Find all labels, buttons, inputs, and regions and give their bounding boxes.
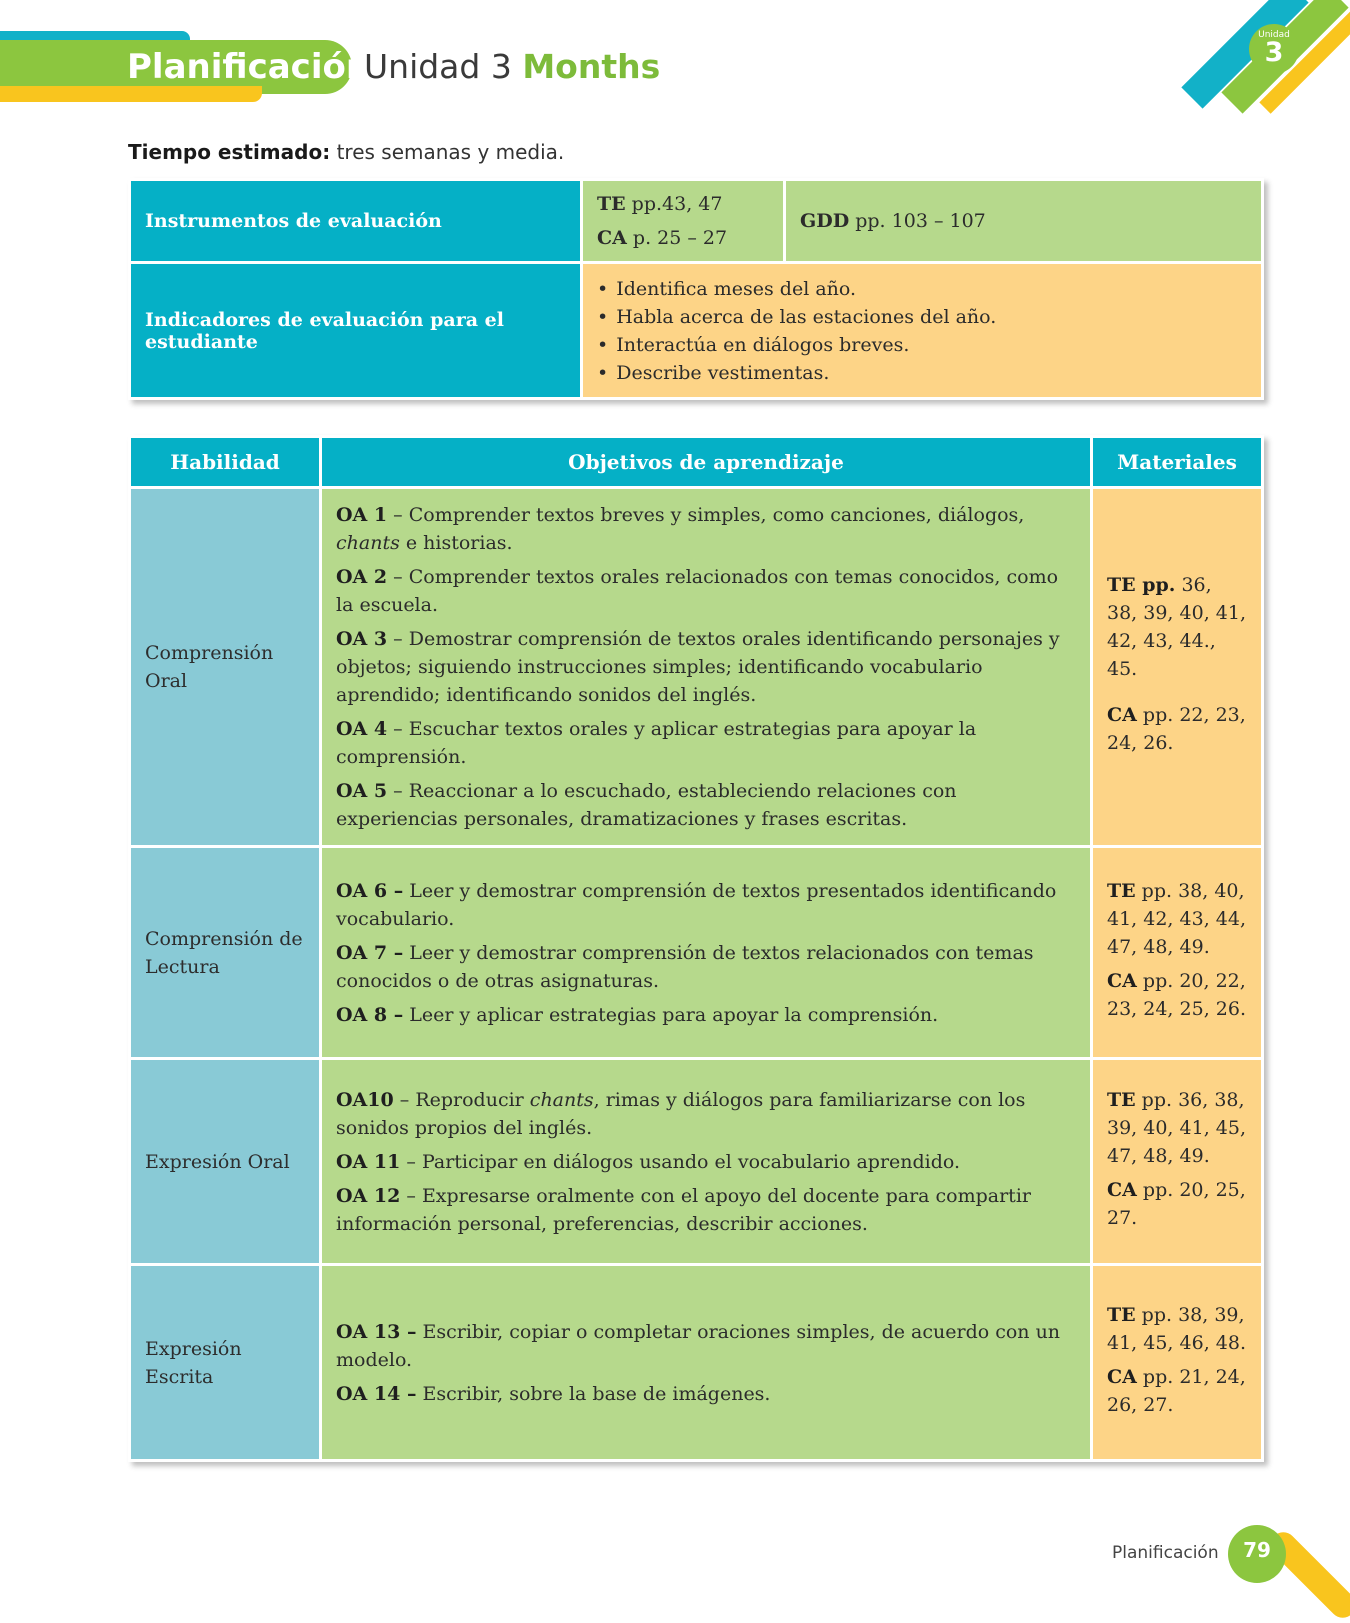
objective-item — [336, 1001, 1076, 1029]
material-item — [1107, 1086, 1247, 1170]
estimated-time — [128, 140, 564, 164]
column-header-materials: Materiales — [1092, 437, 1263, 488]
gdd-pages: pp. 103 – 107 — [855, 210, 986, 232]
indicators-list-cell — [582, 263, 1263, 399]
objective-item — [336, 777, 1076, 833]
objective-item — [336, 1318, 1076, 1374]
te-code: TE — [597, 193, 626, 215]
indicator-item: • Describe vestimentas. — [597, 359, 1247, 387]
skill-cell: Expresión Oral — [130, 1059, 321, 1265]
objective-text: – Escuchar textos orales y aplicar estrategias para apoyar la comprensión. — [336, 718, 977, 768]
objective-text: Escribir, copiar o completar oraciones simples, de acuerdo con un modelo. — [336, 1320, 1061, 1371]
table-row — [130, 1059, 1263, 1265]
objective-code: OA 13 – — [336, 1320, 417, 1343]
objective-code: OA 3 — [336, 628, 388, 650]
instruments-te-ca — [582, 180, 785, 263]
objectives-cell — [321, 1059, 1092, 1265]
material-item — [1107, 1301, 1247, 1357]
skill-cell: Expresión Escrita — [130, 1265, 321, 1461]
material-code: TE — [1107, 1303, 1136, 1326]
estimated-time-value: tres semanas y media. — [336, 140, 565, 164]
indicator-item: • Identifica meses del año. — [597, 275, 1247, 303]
objective-item — [336, 501, 1076, 557]
objective-text: Escribir, sobre la base de imágenes. — [416, 1382, 771, 1405]
objective-item — [336, 1380, 1076, 1408]
instruments-gdd — [785, 180, 1263, 263]
estimated-time-label: Tiempo estimado: — [128, 140, 331, 164]
table-row — [130, 1265, 1263, 1461]
table-row — [130, 847, 1263, 1059]
objective-item — [336, 1148, 1076, 1176]
unit-badge-number: 3 — [1264, 37, 1284, 68]
unit-prefix: Unidad 3 — [364, 47, 512, 86]
footer-section-label: Planificación — [1112, 1543, 1219, 1563]
objective-code: OA 14 – — [336, 1382, 417, 1405]
material-pages: pp. 20, 25, 27. — [1107, 1178, 1246, 1229]
objective-emphasis: chants — [336, 532, 400, 554]
gdd-code: GDD — [800, 210, 850, 232]
objective-text: Leer y demostrar comprensión de textos presentados identificando vocabulario. — [336, 879, 1057, 930]
objective-item — [336, 625, 1076, 709]
column-header-skill: Habilidad — [130, 437, 321, 488]
objective-code: OA 12 — [336, 1184, 401, 1207]
skill-cell: Comprensión Oral — [130, 488, 321, 847]
unit-badge — [1249, 24, 1299, 74]
material-code: TE — [1107, 879, 1136, 902]
objective-item — [336, 877, 1076, 933]
material-code: CA — [1107, 1365, 1137, 1388]
material-code: TE pp. — [1107, 574, 1176, 596]
objective-text: Leer y demostrar comprensión de textos relacionados con temas conocidos o de otras asignaturas. — [336, 941, 1034, 992]
objective-text: – Comprender textos orales relacionados con temas conocidos, como la escuela. — [336, 566, 1059, 616]
page-title: Planificación — [127, 47, 371, 87]
unit-heading — [364, 44, 660, 90]
objective-item — [336, 939, 1076, 995]
objective-text: – Reaccionar a lo escuchado, estableciendo relaciones con experiencias personales, dramatizaciones y frases escritas. — [336, 780, 957, 830]
objective-item — [336, 563, 1076, 619]
material-item — [1107, 877, 1247, 961]
material-item — [1107, 967, 1247, 1023]
objective-item — [336, 1182, 1076, 1238]
objectives-cell — [321, 1265, 1092, 1461]
material-pages: pp. 38, 40, 41, 42, 43, 44, 47, 48, 49. — [1107, 879, 1246, 958]
objective-code: OA 6 – — [336, 879, 404, 902]
objective-emphasis: chants — [529, 1088, 594, 1111]
page-number: 79 — [1228, 1525, 1286, 1583]
materials-cell — [1092, 1265, 1263, 1461]
material-code: CA — [1107, 704, 1137, 726]
objective-code: OA 11 — [336, 1150, 401, 1173]
indicators-label: Indicadores de evaluación para el estudiante — [130, 263, 582, 399]
objective-text: – Participar en diálogos usando el vocabulario aprendido. — [400, 1150, 961, 1173]
material-item — [1107, 701, 1247, 757]
material-pages: pp. 21, 24, 26, 27. — [1107, 1365, 1246, 1416]
objective-code: OA 8 – — [336, 1003, 404, 1026]
instruments-label: Instrumentos de evaluación — [130, 180, 582, 263]
ca-pages: p. 25 – 27 — [632, 227, 728, 249]
material-pages: pp. 38, 39, 41, 45, 46, 48. — [1107, 1303, 1246, 1354]
unit-name: Months — [522, 47, 661, 86]
objective-code: OA 2 — [336, 566, 388, 588]
objective-text: – Demostrar comprensión de textos orales identificando personajes y objetos; siguiendo instrucciones simples; identificando vocabulario aprendido; identificando sonidos del inglés. — [336, 628, 1060, 706]
material-pages: pp. 36, 38, 39, 40, 41, 45, 47, 48, 49. — [1107, 1088, 1246, 1167]
objective-text-tail: , rimas y diálogos para familiarizarse con los sonidos propios del inglés. — [336, 1088, 1026, 1139]
table-row — [130, 488, 1263, 847]
skill-cell: Comprensión de Lectura — [130, 847, 321, 1059]
objective-text-tail: e historias. — [399, 532, 513, 554]
material-pages: pp. 20, 22, 23, 24, 25, 26. — [1107, 969, 1246, 1020]
objective-code: OA 5 — [336, 780, 388, 802]
material-code: TE — [1107, 1088, 1136, 1111]
objective-text: – Expresarse oralmente con el apoyo del docente para compartir información personal, preferencias, describir acciones. — [336, 1184, 1031, 1235]
material-code: CA — [1107, 969, 1137, 992]
objective-item — [336, 1086, 1076, 1142]
evaluation-table — [128, 178, 1264, 400]
materials-cell — [1092, 1059, 1263, 1265]
objectives-cell — [321, 488, 1092, 847]
column-header-objectives: Objetivos de aprendizaje — [321, 437, 1092, 488]
indicator-item: • Interactúa en diálogos breves. — [597, 331, 1247, 359]
objective-code: OA 1 — [336, 504, 388, 526]
indicator-item: • Habla acerca de las estaciones del año. — [597, 303, 1247, 331]
objective-code: OA 4 — [336, 718, 388, 740]
material-code: CA — [1107, 1178, 1137, 1201]
materials-cell — [1092, 847, 1263, 1059]
material-pages: 36, 38, 39, 40, 41, 42, 43, 44., 45. — [1107, 574, 1246, 680]
objective-text: – Reproducir — [393, 1088, 530, 1111]
objective-item — [336, 715, 1076, 771]
objective-text: – Comprender textos breves y simples, como canciones, diálogos, — [387, 504, 1025, 526]
material-item — [1107, 1363, 1247, 1419]
objective-code: OA 7 – — [336, 941, 404, 964]
unit-badge-label: Unidad — [1258, 30, 1290, 40]
te-pages: pp.43, 47 — [631, 193, 723, 215]
objective-code: OA10 — [336, 1088, 394, 1111]
materials-cell — [1092, 488, 1263, 847]
objectives-cell — [321, 847, 1092, 1059]
ca-code: CA — [597, 227, 627, 249]
material-item — [1107, 1176, 1247, 1232]
indicators-list — [597, 275, 1247, 387]
objective-text: Leer y aplicar estrategias para apoyar la comprensión. — [403, 1003, 939, 1026]
planning-table — [128, 435, 1264, 1462]
material-item — [1107, 571, 1247, 683]
material-pages: pp. 22, 23, 24, 26. — [1107, 704, 1246, 754]
